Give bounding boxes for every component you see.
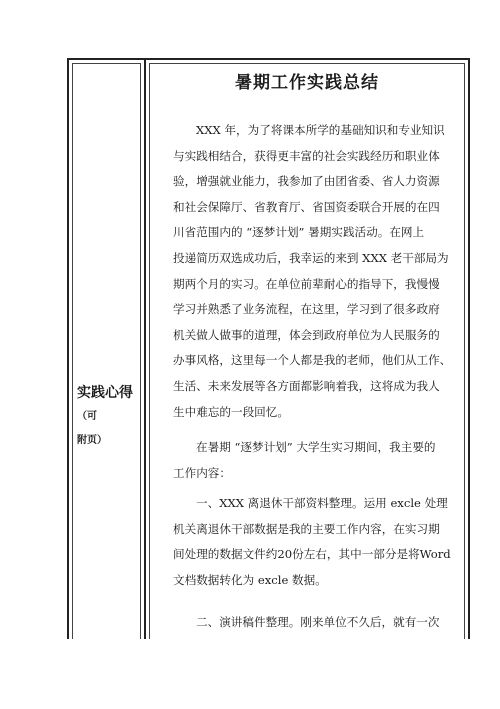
text-line: 办事风格，这里每一个人都是我的老师，他们从工作、 [173, 353, 452, 368]
paragraph-intro [173, 118, 466, 425]
form-table [67, 58, 470, 639]
content-cell [146, 60, 468, 639]
text-line: 间处理的数据文件约20份左右，其中一部分是将Word [173, 547, 451, 562]
text-line: 生活、未来发展等各方面都影响着我，这将成为我人 [173, 378, 440, 393]
label-main: 实践心得 [77, 385, 133, 401]
label-note-open: （可 [77, 411, 97, 422]
text-line: XXX 年，为了将课本所学的基础知识和专业知识 [196, 123, 445, 137]
text-line: 投递简历双选成功后，我幸运的来到 XXX 老干部局为 [173, 250, 449, 265]
paragraph-work-intro [173, 435, 466, 486]
paragraph-work-item-1 [173, 491, 466, 593]
text-line: 验，增强就业能力，我参加了由团省委、省人力资源 [173, 174, 440, 189]
text-line: 生中难忘的一段回忆。 [173, 404, 289, 419]
text-line: 机关离退休干部数据是我的主要工作内容，在实习期 [173, 521, 440, 536]
text-line: 学习并熟悉了业务流程，在这里，学习到了很多政府 [173, 302, 440, 317]
text-line: 工作内容： [173, 465, 231, 480]
text-line: 文档数据转化为 excle 数据。 [173, 572, 327, 587]
text-line: 在暑期 “逐梦计划” 大学生实习期间，我主要的 [196, 440, 436, 454]
label-cell [69, 60, 146, 639]
text-line: 机关做人做事的道理，体会到政府单位为人民服务的 [173, 327, 440, 342]
label-cell-inner-border [72, 63, 141, 639]
practice-experience-label [77, 382, 141, 452]
text-line: 与实践相结合，获得更丰富的社会实践经历和职业体 [173, 148, 440, 163]
text-line: 川省范围内的 “逐梦计划” 暑期实践活动。在网上 [173, 225, 425, 240]
text-line: 二、演讲稿件整理。刚来单位不久后，就有一次 [196, 615, 440, 629]
document-title: 暑期工作实践总结 [235, 73, 379, 93]
paragraph-work-item-2 [173, 610, 466, 636]
text-line: 一、XXX 离退休干部资料整理。运用 excle 处理 [196, 496, 448, 510]
text-line: 期两个月的实习。在单位前辈耐心的指导下，我慢慢 [173, 276, 440, 291]
label-note-close: 附页） [77, 435, 107, 446]
text-line: 和社会保障厅、省教育厅、省国资委联合开展的在四 [173, 199, 440, 214]
